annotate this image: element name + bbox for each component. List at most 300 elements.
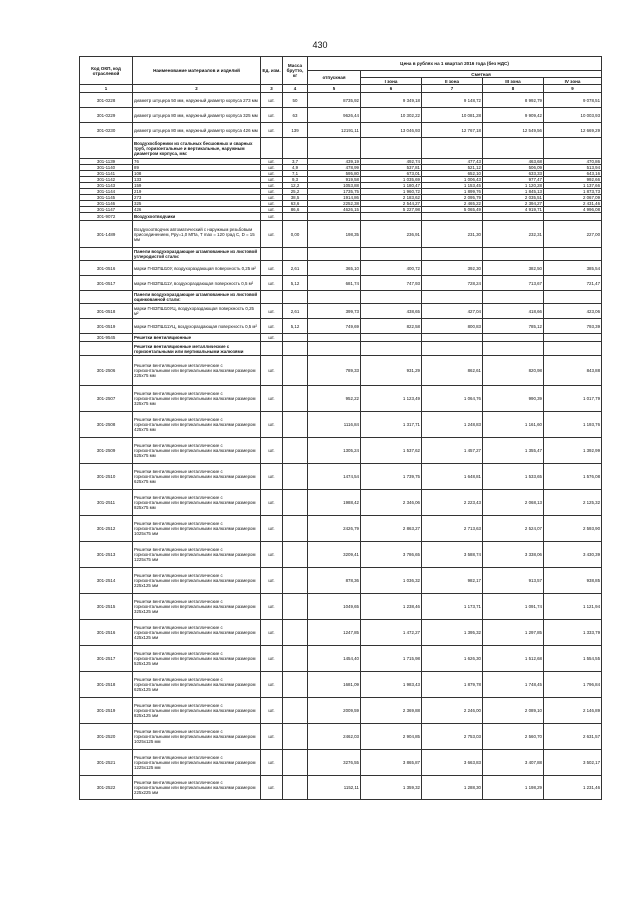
cell-code: 301-2510 xyxy=(80,464,133,490)
cell-mass: 63,6 xyxy=(283,201,308,207)
cell-code: 301-0230 xyxy=(80,123,133,138)
cell-unit: шт. xyxy=(261,165,283,171)
cell-zone-1-price xyxy=(361,334,422,342)
column-number: 5 xyxy=(308,85,361,93)
cell-zone-2-price xyxy=(422,291,483,304)
cell-zone-3-price xyxy=(483,334,544,342)
cell-release-price: 1116,84 xyxy=(308,412,361,438)
cell-code xyxy=(80,138,133,159)
cell-name: Решетки вентиляционные металлические с горизонтальными или вертикальными жалюзями размером 225х225 мм xyxy=(133,776,261,800)
cell-zone-2-price: 2 465,22 xyxy=(422,201,483,207)
cell-zone-1-price: 1 317,71 xyxy=(361,412,422,438)
cell-name: 426 xyxy=(133,207,261,213)
cell-release-price: 595,80 xyxy=(308,171,361,177)
cell-mass: 50 xyxy=(283,93,308,108)
table-row xyxy=(80,750,602,776)
cell-unit: шт. xyxy=(261,261,283,276)
cell-release-price: 1914,86 xyxy=(308,195,361,201)
cell-release-price: 1474,54 xyxy=(308,464,361,490)
cell-unit xyxy=(261,291,283,304)
cell-mass: 25,2 xyxy=(283,189,308,195)
cell-name: Решетки вентиляционные xyxy=(133,334,261,342)
cell-release-price: 1305,24 xyxy=(308,438,361,464)
cell-zone-3-price: 418,66 xyxy=(483,304,544,319)
table-row xyxy=(80,248,602,261)
cell-mass: 5,12 xyxy=(283,276,308,291)
cell-zone-1-price: 3 786,65 xyxy=(361,542,422,568)
cell-zone-1-price: 13 046,93 xyxy=(361,123,422,138)
cell-zone-1-price: 1 983,43 xyxy=(361,672,422,698)
cell-zone-4-price: 423,06 xyxy=(544,304,602,319)
cell-zone-1-price: 1 036,32 xyxy=(361,568,422,594)
cell-zone-3-price xyxy=(483,248,544,261)
cell-mass: 139 xyxy=(283,123,308,138)
cell-zone-1-price: 2 183,62 xyxy=(361,195,422,201)
cell-zone-1-price: 1 238,46 xyxy=(361,594,422,620)
cell-zone-3-price: 633,33 xyxy=(483,171,544,177)
header-zone-1: I зона xyxy=(361,78,422,85)
header-name: Наименование материалов и изделий xyxy=(133,57,261,85)
cell-zone-2-price xyxy=(422,248,483,261)
cell-zone-2-price: 800,83 xyxy=(422,319,483,334)
cell-name: Решетки вентиляционные металлические с горизонтальными или вертикальными жалюзями размером 425х125 мм xyxy=(133,620,261,646)
cell-unit xyxy=(261,138,283,159)
cell-name: Решетки вентиляционные металлические с горизонтальными или вертикальными жалюзями размером 525х75 мм xyxy=(133,438,261,464)
cell-release-price: 2462,03 xyxy=(308,724,361,750)
cell-zone-4-price: 1 554,55 xyxy=(544,646,602,672)
cell-zone-4-price: 1 193,76 xyxy=(544,412,602,438)
cell-code: 301-0229 xyxy=(80,108,133,123)
cell-zone-4-price: 2 146,89 xyxy=(544,698,602,724)
cell-name: марки П-ВЗПШ11У, воздухораздающая поверхность 0,5 м² xyxy=(133,276,261,291)
cell-code: 301-2520 xyxy=(80,724,133,750)
cell-zone-3-price: 1 120,28 xyxy=(483,183,544,189)
header-unit: Ед. изм. xyxy=(261,57,283,85)
cell-zone-1-price: 1 035,69 xyxy=(361,177,422,183)
cell-mass xyxy=(283,386,308,412)
header-estimate-price: Сметная xyxy=(361,71,602,78)
cell-release-price: 1049,65 xyxy=(308,594,361,620)
cell-zone-3-price: 2 524,07 xyxy=(483,516,544,542)
cell-zone-2-price: 1 457,27 xyxy=(422,438,483,464)
cell-zone-4-price: 12 669,29 xyxy=(544,123,602,138)
column-number: 7 xyxy=(422,85,483,93)
cell-mass xyxy=(283,724,308,750)
table-row xyxy=(80,291,602,304)
cell-name: 159 xyxy=(133,183,261,189)
cell-name: Решетки вентиляционные металлические с горизонтальными или вертикальными жалюзями xyxy=(133,342,261,356)
cell-zone-3-price: 1 748,45 xyxy=(483,672,544,698)
cell-mass: 86,6 xyxy=(283,207,308,213)
column-number: 1 xyxy=(80,85,133,93)
cell-release-price xyxy=(308,291,361,304)
cell-zone-1-price xyxy=(361,342,422,356)
cell-mass xyxy=(283,356,308,386)
cell-code: 301-0228 xyxy=(80,93,133,108)
cell-zone-3-price: 232,31 xyxy=(483,221,544,248)
cell-zone-2-price: 477,43 xyxy=(422,159,483,165)
cell-release-price xyxy=(308,213,361,221)
column-numbers-row xyxy=(80,85,602,93)
cell-zone-1-price: 1 537,62 xyxy=(361,438,422,464)
cell-unit: шт. xyxy=(261,464,283,490)
cell-mass xyxy=(283,490,308,516)
table-row xyxy=(80,542,602,568)
cell-code: 301-2509 xyxy=(80,438,133,464)
cell-name: Воздухоотводчики xyxy=(133,213,261,221)
column-number: 8 xyxy=(483,85,544,93)
cell-zone-1-price: 747,93 xyxy=(361,276,422,291)
cell-zone-1-price: 2 369,88 xyxy=(361,698,422,724)
cell-zone-1-price: 673,01 xyxy=(361,171,422,177)
cell-zone-1-price: 822,58 xyxy=(361,319,422,334)
cell-mass xyxy=(283,464,308,490)
cell-name: Воздухосборники из стальных бесшовных и сварных труб, горизонтальные и вертикальные, наружным диаметром корпуса, мм: xyxy=(133,138,261,159)
cell-zone-4-price: 227,00 xyxy=(544,221,602,248)
cell-zone-2-price: 2 223,43 xyxy=(422,490,483,516)
cell-mass xyxy=(283,248,308,261)
cell-zone-2-price xyxy=(422,213,483,221)
table-row xyxy=(80,356,602,386)
cell-zone-2-price: 2 753,03 xyxy=(422,724,483,750)
cell-release-price: 478,99 xyxy=(308,165,361,171)
cell-zone-1-price: 2 346,06 xyxy=(361,490,422,516)
cell-unit: шт. xyxy=(261,276,283,291)
table-row xyxy=(80,93,602,108)
cell-zone-2-price: 10 081,28 xyxy=(422,108,483,123)
cell-mass xyxy=(283,750,308,776)
cell-zone-3-price: 820,98 xyxy=(483,356,544,386)
cell-name: Решетки вентиляционные металлические с горизонтальными или вертикальными жалюзями размером 225х125 мм xyxy=(133,568,261,594)
table-header xyxy=(80,57,602,93)
cell-zone-2-price xyxy=(422,138,483,159)
column-number: 6 xyxy=(361,85,422,93)
cell-name: Решетки вентиляционные металлические с горизонтальными или вертикальными жалюзями размером 225х75 мм xyxy=(133,356,261,386)
cell-zone-2-price: 1 879,78 xyxy=(422,672,483,698)
cell-zone-2-price: 3 663,83 xyxy=(422,750,483,776)
cell-mass xyxy=(283,412,308,438)
cell-code: 301-1143 xyxy=(80,183,133,189)
cell-zone-3-price: 1 091,74 xyxy=(483,594,544,620)
cell-zone-4-price: 513,94 xyxy=(544,165,602,171)
cell-code: 301-1144 xyxy=(80,189,133,195)
cell-zone-3-price: 1 533,65 xyxy=(483,464,544,490)
cell-mass xyxy=(283,291,308,304)
cell-name: Воздухоотводчик автоматический с наружным резьбовым присоединением, Pру=1,0 МПа, T max = 120 град C, D = 15 мм xyxy=(133,221,261,248)
cell-mass xyxy=(283,438,308,464)
cell-zone-1-price: 2 544,27 xyxy=(361,201,422,207)
cell-zone-2-price: 521,12 xyxy=(422,165,483,171)
cell-unit: шт. xyxy=(261,412,283,438)
cell-unit: шт. xyxy=(261,334,283,342)
cell-unit: шт. xyxy=(261,594,283,620)
cell-code: 301-2508 xyxy=(80,412,133,438)
cell-release-price: 919,58 xyxy=(308,177,361,183)
table-row xyxy=(80,386,602,412)
cell-name: 76 xyxy=(133,159,261,165)
cell-name: марки П-ВЗПШ11УЦ, воздухораздающая поверхность 0,5 м² xyxy=(133,319,261,334)
cell-zone-2-price: 982,17 xyxy=(422,568,483,594)
cell-zone-2-price: 3 588,74 xyxy=(422,542,483,568)
cell-zone-4-price: 1 333,79 xyxy=(544,620,602,646)
table-row xyxy=(80,261,602,276)
cell-release-price: 365,10 xyxy=(308,261,361,276)
cell-release-price: 1681,09 xyxy=(308,672,361,698)
cell-release-price: 9626,44 xyxy=(308,108,361,123)
cell-release-price: 198,35 xyxy=(308,221,361,248)
cell-code: 301-1146 xyxy=(80,201,133,207)
cell-code: 301-0519 xyxy=(80,319,133,334)
cell-unit: шт. xyxy=(261,108,283,123)
cell-zone-4-price: 721,47 xyxy=(544,276,602,291)
cell-zone-4-price xyxy=(544,342,602,356)
cell-name: 89 xyxy=(133,165,261,171)
cell-zone-1-price xyxy=(361,291,422,304)
table-row xyxy=(80,724,602,750)
cell-unit: шт. xyxy=(261,724,283,750)
cell-zone-4-price: 1 231,46 xyxy=(544,776,602,800)
cell-mass: 4,9 xyxy=(283,165,308,171)
cell-release-price: 2252,38 xyxy=(308,201,361,207)
table-row xyxy=(80,138,602,159)
cell-zone-2-price xyxy=(422,334,483,342)
cell-name: Решетки вентиляционные металлические с горизонтальными или вертикальными жалюзями размером 1225х75 мм xyxy=(133,542,261,568)
table-row xyxy=(80,342,602,356)
cell-zone-1-price: 9 349,18 xyxy=(361,93,422,108)
cell-unit: шт. xyxy=(261,123,283,138)
cell-zone-3-price: 1 512,68 xyxy=(483,646,544,672)
cell-name: 133 xyxy=(133,177,261,183)
cell-unit: шт. xyxy=(261,201,283,207)
cell-mass: 2,61 xyxy=(283,304,308,319)
cell-release-price: 1454,40 xyxy=(308,646,361,672)
cell-mass xyxy=(283,342,308,356)
cell-zone-4-price: 1 873,73 xyxy=(544,189,602,195)
cell-release-price: 749,69 xyxy=(308,319,361,334)
cell-code: 301-1140 xyxy=(80,165,133,171)
cell-release-price xyxy=(308,138,361,159)
cell-mass xyxy=(283,334,308,342)
cell-code: 301-2512 xyxy=(80,516,133,542)
cell-mass: 0,00 xyxy=(283,221,308,248)
table-row xyxy=(80,213,602,221)
cell-unit: шт. xyxy=(261,776,283,800)
header-release-price: отпускная xyxy=(308,71,361,85)
cell-zone-3-price: 2 068,13 xyxy=(483,490,544,516)
cell-release-price: 1053,88 xyxy=(308,183,361,189)
cell-mass xyxy=(283,213,308,221)
cell-zone-4-price xyxy=(544,138,602,159)
cell-name: 108 xyxy=(133,171,261,177)
cell-release-price: 681,74 xyxy=(308,276,361,291)
cell-name: Решетки вентиляционные металлические с горизонтальными или вертикальными жалюзями размером 625х75 мм xyxy=(133,464,261,490)
cell-code: 301-0518 xyxy=(80,304,133,319)
cell-zone-1-price: 236,91 xyxy=(361,221,422,248)
cell-unit: шт. xyxy=(261,646,283,672)
cell-release-price: 439,19 xyxy=(308,159,361,165)
cell-zone-4-price xyxy=(544,334,602,342)
cell-release-price: 1152,11 xyxy=(308,776,361,800)
cell-zone-3-price: 9 909,42 xyxy=(483,108,544,123)
cell-zone-2-price: 1 064,76 xyxy=(422,386,483,412)
table-row xyxy=(80,776,602,800)
table-row xyxy=(80,646,602,672)
cell-mass xyxy=(283,620,308,646)
cell-name: Панели воздухораздающие штампованные из листовой углеродистой стали: xyxy=(133,248,261,261)
cell-zone-1-price: 1 715,98 xyxy=(361,646,422,672)
cell-code: 301-9072 xyxy=(80,213,133,221)
cell-release-price: 952,22 xyxy=(308,386,361,412)
cell-zone-4-price: 1 137,66 xyxy=(544,183,602,189)
cell-zone-4-price: 2 067,09 xyxy=(544,195,602,201)
cell-zone-3-price: 990,39 xyxy=(483,386,544,412)
cell-zone-4-price: 1 576,08 xyxy=(544,464,602,490)
table-row xyxy=(80,490,602,516)
cell-release-price: 789,33 xyxy=(308,356,361,386)
cell-code: 301-1141 xyxy=(80,171,133,177)
cell-mass: 5,12 xyxy=(283,319,308,334)
cell-zone-3-price xyxy=(483,213,544,221)
cell-unit xyxy=(261,248,283,261)
cell-code: 301-2507 xyxy=(80,386,133,412)
cell-name: 273 xyxy=(133,195,261,201)
cell-mass: 2,61 xyxy=(283,261,308,276)
cell-code: 301-0516 xyxy=(80,261,133,276)
cell-unit: шт. xyxy=(261,319,283,334)
cell-unit: шт. xyxy=(261,189,283,195)
header-price-title: Цена в рублях на 1 квартал 2016 года (без НДС) xyxy=(308,57,602,71)
cell-unit: шт. xyxy=(261,516,283,542)
cell-release-price: 12191,11 xyxy=(308,123,361,138)
table-row xyxy=(80,108,602,123)
cell-mass xyxy=(283,516,308,542)
cell-zone-3-price: 1 297,85 xyxy=(483,620,544,646)
cell-name: марки П-ВЗПШ10УЦ, воздухораздающая поверхность 0,25 м² xyxy=(133,304,261,319)
header-zone-3: III зона xyxy=(483,78,544,85)
cell-zone-2-price: 862,61 xyxy=(422,356,483,386)
cell-zone-4-price: 4 996,08 xyxy=(544,207,602,213)
cell-code: 301-1139 xyxy=(80,159,133,165)
table-row xyxy=(80,319,602,334)
column-number: 2 xyxy=(133,85,261,93)
cell-zone-2-price xyxy=(422,342,483,356)
cell-zone-2-price: 1 395,32 xyxy=(422,620,483,646)
table-row xyxy=(80,412,602,438)
cell-mass: 63 xyxy=(283,108,308,123)
cell-unit: шт. xyxy=(261,438,283,464)
table-row xyxy=(80,276,602,291)
cell-zone-2-price: 1 288,30 xyxy=(422,776,483,800)
cell-zone-4-price: 1 121,94 xyxy=(544,594,602,620)
cell-zone-2-price: 1 006,43 xyxy=(422,177,483,183)
cell-zone-4-price xyxy=(544,291,602,304)
cell-mass: 9,3 xyxy=(283,177,308,183)
cell-unit: шт. xyxy=(261,542,283,568)
cell-unit: шт. xyxy=(261,171,283,177)
cell-zone-2-price: 1 626,30 xyxy=(422,646,483,672)
cell-mass xyxy=(283,594,308,620)
cell-zone-3-price: 2 560,70 xyxy=(483,724,544,750)
cell-zone-1-price xyxy=(361,248,422,261)
cell-mass xyxy=(283,568,308,594)
cell-zone-1-price: 1 359,32 xyxy=(361,776,422,800)
table-row xyxy=(80,516,602,542)
cell-code: 301-1489 xyxy=(80,221,133,248)
cell-code: 301-2515 xyxy=(80,594,133,620)
cell-release-price: 1247,85 xyxy=(308,620,361,646)
cell-code xyxy=(80,248,133,261)
cell-zone-1-price xyxy=(361,213,422,221)
cell-unit: шт. xyxy=(261,207,283,213)
cell-release-price: 2009,59 xyxy=(308,698,361,724)
cell-unit: шт. xyxy=(261,750,283,776)
cell-zone-4-price: 843,88 xyxy=(544,356,602,386)
cell-zone-2-price: 231,30 xyxy=(422,221,483,248)
cell-zone-3-price: 1 845,13 xyxy=(483,189,544,195)
table-row xyxy=(80,698,602,724)
cell-zone-2-price: 1 153,45 xyxy=(422,183,483,189)
cell-code: 301-2517 xyxy=(80,646,133,672)
cell-unit: шт. xyxy=(261,620,283,646)
cell-zone-4-price: 9 078,51 xyxy=(544,93,602,108)
cell-name: Решетки вентиляционные металлические с горизонтальными или вертикальными жалюзями размером 325х75 мм xyxy=(133,386,261,412)
cell-zone-4-price: 2 631,57 xyxy=(544,724,602,750)
cell-zone-2-price: 12 767,18 xyxy=(422,123,483,138)
cell-unit: шт. xyxy=(261,93,283,108)
cell-name: Решетки вентиляционные металлические с горизонтальными или вертикальными жалюзями размером 1025х125 мм xyxy=(133,724,261,750)
cell-mass xyxy=(283,672,308,698)
cell-unit xyxy=(261,342,283,356)
cell-name: Решетки вентиляционные металлические с горизонтальными или вертикальными жалюзями размером 325х125 мм xyxy=(133,594,261,620)
cell-zone-3-price: 8 992,79 xyxy=(483,93,544,108)
header-zone-2: II зона xyxy=(422,78,483,85)
column-number: 4 xyxy=(283,85,308,93)
cell-unit: шт. xyxy=(261,221,283,248)
cell-zone-1-price: 1 739,75 xyxy=(361,464,422,490)
cell-zone-4-price: 470,86 xyxy=(544,159,602,165)
cell-zone-4-price: 2 593,90 xyxy=(544,516,602,542)
cell-code: 301-2514 xyxy=(80,568,133,594)
table-row xyxy=(80,594,602,620)
table-row xyxy=(80,304,602,319)
cell-release-price: 1735,75 xyxy=(308,189,361,195)
cell-zone-2-price: 9 148,72 xyxy=(422,93,483,108)
price-table xyxy=(79,56,602,800)
cell-zone-3-price xyxy=(483,138,544,159)
cell-zone-4-price xyxy=(544,248,602,261)
cell-zone-1-price: 10 302,22 xyxy=(361,108,422,123)
table-row xyxy=(80,464,602,490)
cell-name: диаметр штуцера 80 мм, наружный диаметр корпуса 325 мм xyxy=(133,108,261,123)
cell-code xyxy=(80,291,133,304)
cell-zone-3-price: 977,47 xyxy=(483,177,544,183)
cell-code: 301-1145 xyxy=(80,195,133,201)
cell-code: 301-2506 xyxy=(80,356,133,386)
cell-zone-2-price: 2 246,00 xyxy=(422,698,483,724)
cell-zone-4-price: 1 392,99 xyxy=(544,438,602,464)
cell-name: Решетки вентиляционные металлические с горизонтальными или вертикальными жалюзями размером 825х75 мм xyxy=(133,490,261,516)
cell-zone-3-price: 1 355,47 xyxy=(483,438,544,464)
cell-zone-1-price xyxy=(361,138,422,159)
cell-release-price: 878,36 xyxy=(308,568,361,594)
cell-code: 301-0517 xyxy=(80,276,133,291)
cell-zone-3-price: 2 394,27 xyxy=(483,201,544,207)
cell-code: 301-2511 xyxy=(80,490,133,516)
cell-zone-4-price: 2 125,32 xyxy=(544,490,602,516)
cell-zone-3-price: 506,09 xyxy=(483,165,544,171)
cell-name: диаметр штуцера 80 мм, наружный диаметр корпуса 426 мм xyxy=(133,123,261,138)
cell-unit: шт. xyxy=(261,177,283,183)
